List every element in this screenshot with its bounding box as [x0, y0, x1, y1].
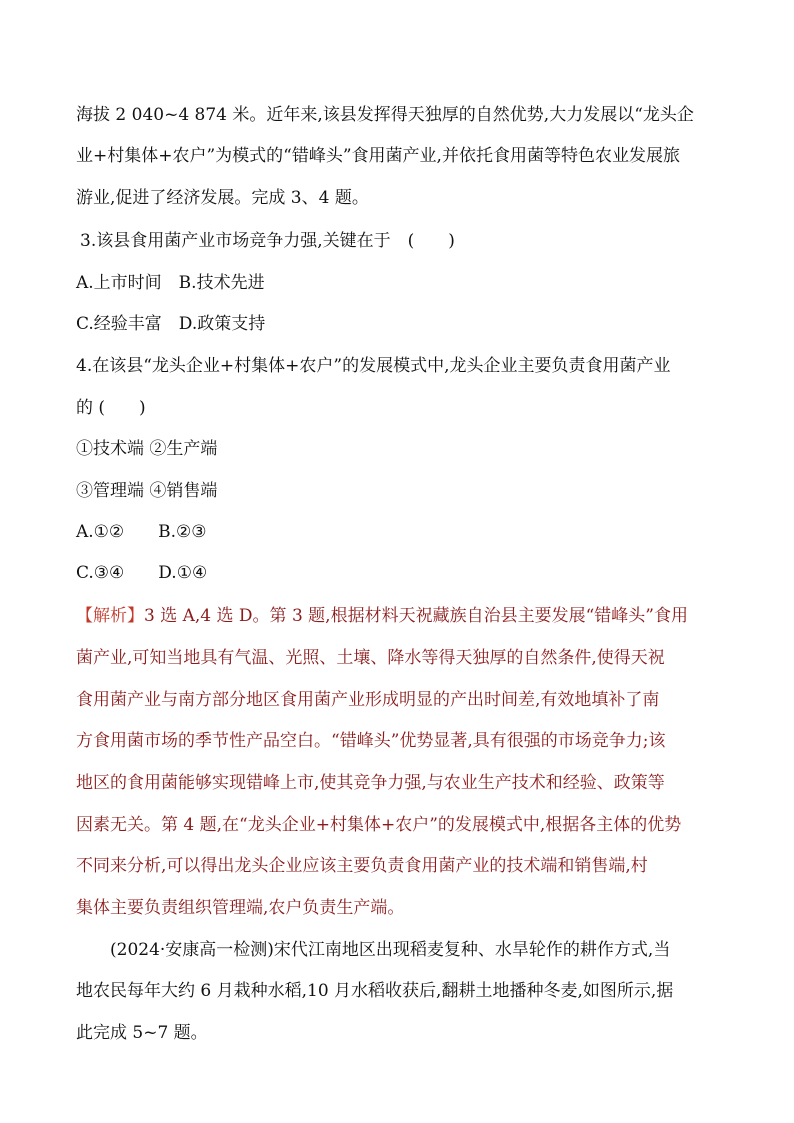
next-passage-line-1: (2024·安康高一检测)宋代江南地区出现稻麦复种、水旱轮作的耕作方式,当 [110, 940, 671, 960]
question-3-options-ab: A.上市时间 B.技术先进 [76, 273, 265, 293]
analysis-line-5: 地区的食用菌能够实现错峰上市,使其竞争力强,与农业生产技术和经验、政策等 [76, 773, 665, 793]
next-passage-line-2: 地农民每年大约 6 月栽种水稻,10 月水稻收获后,翻耕土地播种冬麦,如图所示,据 [76, 981, 674, 1001]
analysis-line-1 [76, 604, 688, 628]
question-4-items-line-1: ①技术端 ②生产端 [76, 439, 218, 459]
intro-line-1: 海拔 2 040~4 874 米。近年来,该县发挥得天独厚的自然优势,大力发展以“龙头企 [76, 105, 694, 125]
analysis-line-2: 菌产业,可知当地具有气温、光照、土壤、降水等得天独厚的自然条件,使得天祝 [76, 648, 665, 668]
question-3-stem: 3.该县食用菌产业市场竞争力强,关键在于 ( ) [80, 231, 455, 251]
analysis-line-3: 食用菌产业与南方部分地区食用菌产业形成明显的产出时间差,有效地填补了南 [76, 690, 660, 710]
analysis-line-6: 因素无关。第 4 题,在“龙头企业+村集体+农户”的发展模式中,根据各主体的优势 [76, 815, 682, 835]
analysis-line-8: 集体主要负责组织管理端,农户负责生产端。 [76, 898, 405, 918]
analysis-line-4: 方食用菌市场的季节性产品空白。“错峰头”优势显著,具有很强的市场竞争力;该 [76, 731, 666, 751]
question-4-stem-line-1: 4.在该县“龙头企业+村集体+农户”的发展模式中,龙头企业主要负责食用菌产业 [76, 356, 671, 376]
next-passage-line-3: 此完成 5~7 题。 [76, 1023, 208, 1043]
question-4-stem-line-2: 的 ( ) [76, 398, 146, 418]
question-4-options-ab: A.①② B.②③ [76, 522, 207, 542]
analysis-text-1: 3 选 A,4 选 D。第 3 题,根据材料天祝藏族自治县主要发展“错峰头”食用 [144, 606, 688, 626]
analysis-line-7: 不同来分析,可以得出龙头企业应该主要负责食用菌产业的技术端和销售端,村 [76, 856, 648, 876]
question-3-options-cd: C.经验丰富 D.政策支持 [76, 314, 266, 334]
intro-line-2: 业+村集体+农户”为模式的“错峰头”食用菌产业,并依托食用菌等特色农业发展旅 [76, 146, 680, 166]
question-4-options-cd: C.③④ D.①④ [76, 563, 208, 583]
intro-line-3: 游业,促进了经济发展。完成 3、4 题。 [76, 188, 369, 208]
question-4-items-line-2: ③管理端 ④销售端 [76, 481, 218, 501]
analysis-label: 【解析】 [76, 606, 144, 626]
